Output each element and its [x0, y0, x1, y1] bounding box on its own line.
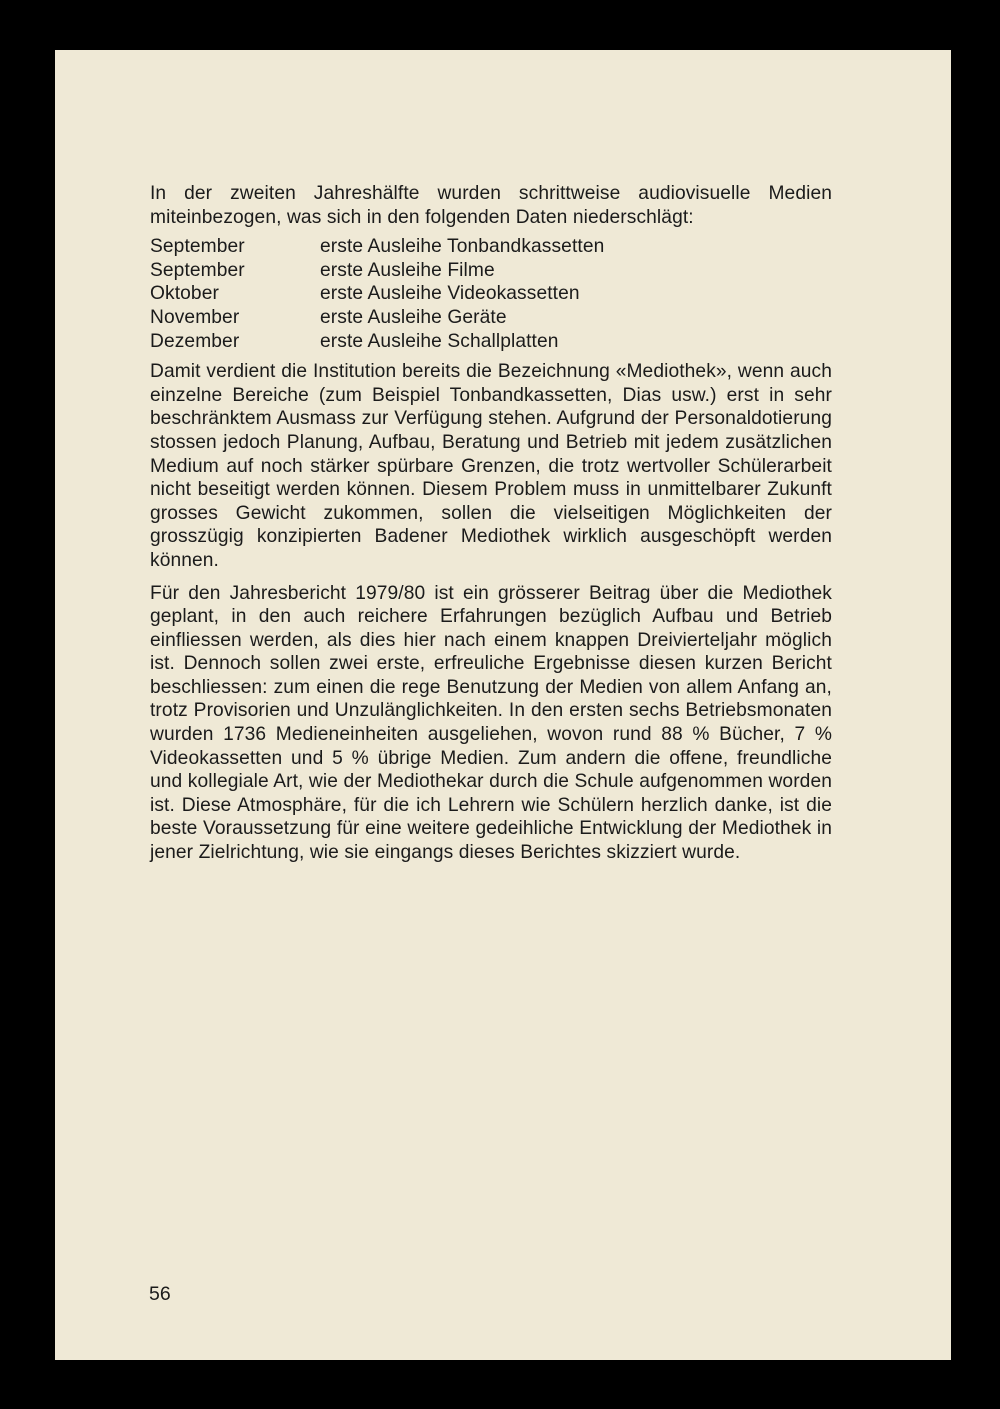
schedule-month: Dezember	[150, 330, 240, 352]
schedule-row	[150, 330, 832, 354]
schedule-event: erste Ausleihe Filme	[320, 259, 495, 281]
document-page	[55, 50, 951, 1360]
schedule-event: erste Ausleihe Videokassetten	[320, 283, 580, 305]
intro-section	[150, 182, 832, 229]
schedule-row	[150, 282, 832, 306]
schedule-event: erste Ausleihe Geräte	[320, 306, 507, 328]
schedule-list	[150, 235, 832, 353]
page-number: 56	[149, 1283, 171, 1305]
schedule-row	[150, 306, 832, 330]
intro-paragraph: In der zweiten Jahreshälfte wurden schrittweise audiovisuelle Medien miteinbezogen, was sich in den folgenden Daten niederschlägt:	[150, 183, 832, 228]
schedule-month: November	[150, 306, 240, 328]
paragraph-mediothek-status: Damit verdient die Institution bereits die Bezeichnung «Mediothek», wenn auch einzelne Bereiche (zum Beispiel Tonbandkassetten, Dias usw.) erst in sehr beschränktem Ausmass zur Verfügung stehen. Aufgrund der Personaldotierung stossen jedoch Planung, Aufbau, Beratung und Betrieb mit jedem zusätzlichen Medium auf noch stärker spürbare Grenzen, die trotz wertvoller Schülerarbeit nicht beseitigt werden können. Diesem Problem muss in unmittelbarer Zukunft grosses Gewicht zukommen, sollen die vielseitigen Möglichkeiten der grosszügig konzipierten Badener Mediothek wirklich ausgeschöpft werden können.	[150, 361, 832, 571]
schedule-event: erste Ausleihe Tonbandkassetten	[320, 236, 605, 258]
schedule-row	[150, 235, 832, 259]
schedule-month: Oktober	[150, 283, 219, 305]
schedule-event: erste Ausleihe Schallplatten	[320, 330, 559, 352]
schedule-month: September	[150, 236, 245, 258]
schedule-month: September	[150, 259, 245, 281]
schedule-row	[150, 259, 832, 283]
paragraph-outlook: Für den Jahresbericht 1979/80 ist ein grösserer Beitrag über die Mediothek geplant, in den auch reichere Erfahrungen bezüglich Aufbau und Betrieb einfliessen werden, als dies hier nach einem knappen Dreivierteljahr möglich ist. Dennoch sollen zwei erste, erfreuliche Ergebnisse diesen kurzen Bericht beschliessen: zum einen die rege Benutzung der Medien von allem Anfang an, trotz Provisorien und Unzulänglichkeiten. In den ersten sechs Betriebsmonaten wurden 1736 Medieneinheiten ausgeliehen, wovon rund 88 % Bücher, 7 % Videokassetten und 5 % übrige Medien. Zum andern die offene, freundliche und kollegiale Art, wie der Mediothekar durch die Schule aufgenommen worden ist. Diese Atmosphäre, für die ich Lehrern wie Schülern herzlich danke, ist die beste Voraussetzung für eine weitere gedeihliche Entwicklung der Mediothek in jener Zielrichtung, wie sie eingangs dieses Berichtes skizziert wurde.	[150, 582, 832, 864]
body-text	[150, 182, 832, 865]
